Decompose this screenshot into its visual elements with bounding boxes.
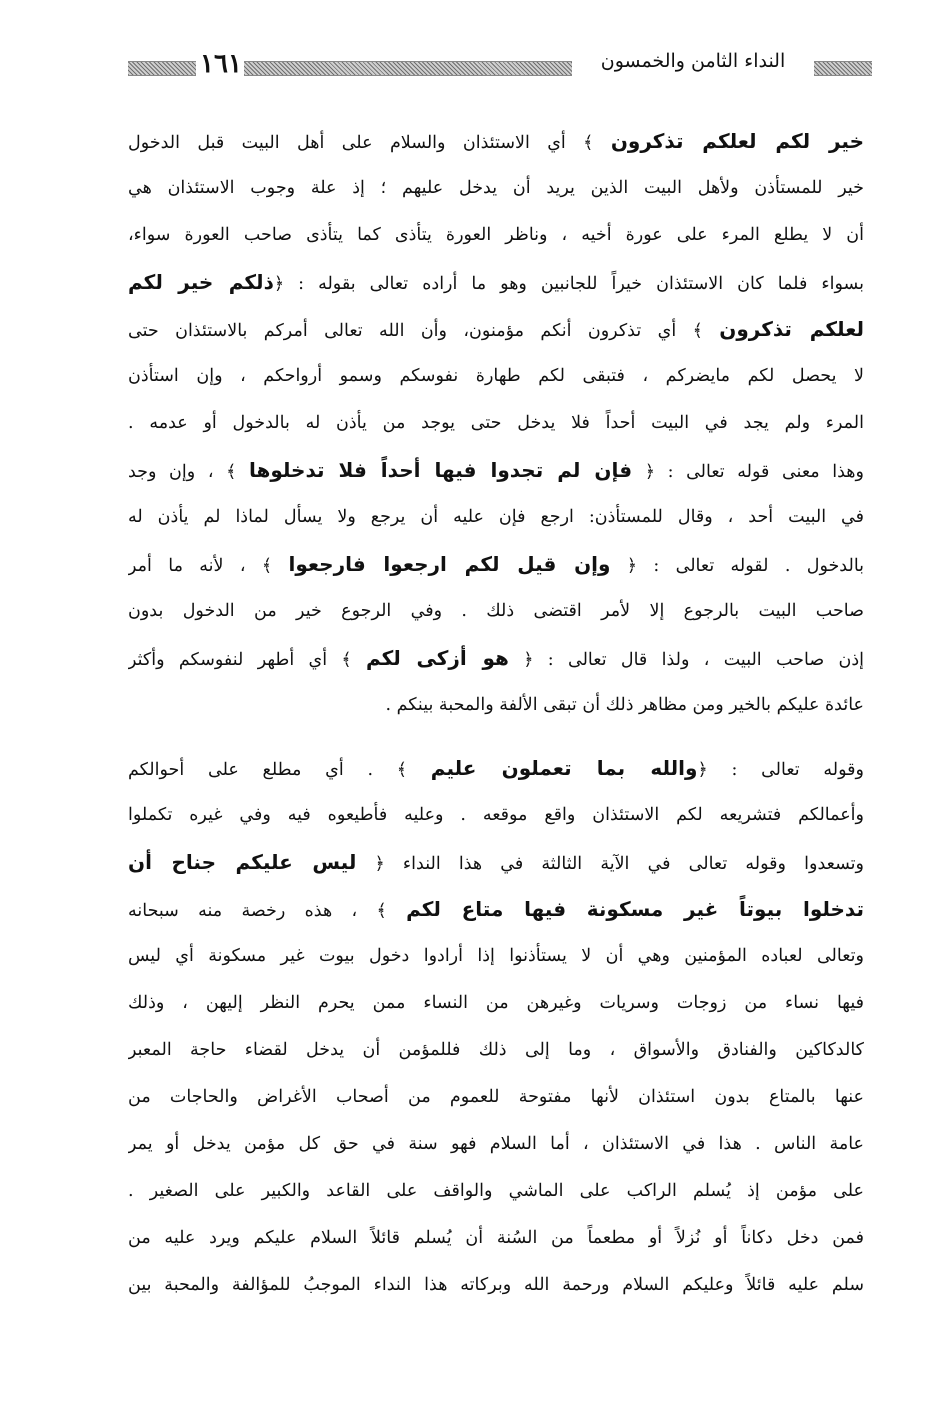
text-line: صاحب البيت بالرجوع إلا لأمر اقتضى ذلك . وفي الرجوع خير من الدخول بدون bbox=[128, 601, 864, 621]
text-line: المرء ولم يجد في البيت أحداً فلا يدخل حتى يوجد من يأذن له بالدخول أو عدمه . bbox=[128, 413, 864, 433]
text-line: إذن صاحب البيت ، ولذا قال تعالى : ﴿ هو أزكى لكم ﴾ أي أطهر لنفوسكم وأكثر bbox=[128, 646, 864, 670]
text-line: فمن دخل دكاناً أو نُزلاً أو مطعماً من السُنة أن يُسلم قائلاً السلام عليكم ويرد عليه من bbox=[128, 1228, 864, 1248]
text-line: خير للمستأذن ولأهل البيت الذين يريد أن يدخل عليهم ؛ إذ علة وجوب الاستئذان هي bbox=[128, 178, 864, 198]
text-line: لا يحصل لكم مايضركم ، فتبقى لكم طهارة نفوسكم وسمو أرواحكم ، وإن استأذن bbox=[128, 366, 864, 386]
text-line: وأعمالكم فتشريعه لكم الاستئذان واقع موقعه . وعليه فأطيعوه فيه وفي غيره تكملوا bbox=[128, 805, 864, 825]
text-line: أن لا يطلع المرء على عورة أخيه ، وناظر العورة يتأذى كما يتأذى صاحب العورة سواء، bbox=[128, 225, 864, 245]
text-line: في البيت أحد ، وقال للمستأذن: ارجع فإن عليه أن يرجع ولا يسأل لماذا لم يأذن له bbox=[128, 507, 864, 527]
header-ornament-left bbox=[128, 61, 196, 76]
text-line: وهذا معنى قوله تعالى : ﴿ فإن لم تجدوا فيها أحداً فلا تدخلوها ﴾ ، وإن وجد bbox=[128, 458, 864, 482]
text-line: كالدكاكين والفنادق والأسواق ، وما إلى ذلك فللمؤمن أن يدخل لقضاء حاجة المعبر bbox=[128, 1040, 864, 1060]
header-title: النداء الثامن والخمسون bbox=[600, 50, 786, 72]
text-line: على مؤمن إذ يُسلم الراكب على الماشي والواقف على القاعد والكبير على الصغير . bbox=[128, 1181, 864, 1201]
header-ornament-right bbox=[814, 61, 872, 76]
page-number: ١٦١ bbox=[200, 49, 242, 79]
text-line: سلم عليه قائلاً وعليكم السلام ورحمة الله وبركاته هذا النداء الموجبُ للمؤالفة والمحبة بين bbox=[128, 1275, 864, 1295]
text-line: عنها بالمتاع بدون استئذان لأنها مفتوحة للعموم من أصحاب الأغراض والحاجات من bbox=[128, 1087, 864, 1107]
header-ornament-middle bbox=[244, 61, 572, 76]
paragraph-gap bbox=[128, 729, 864, 745]
text-line: بسواء فلما كان الاستئذان خيراً للجانبين وهو ما أراده تعالى بقوله : ﴿ذلكم خير لكم bbox=[128, 270, 864, 294]
text-line: وتسعدوا وقوله تعالى في الآية الثالثة في هذا النداء ﴿ ليس عليكم جناح أن bbox=[128, 850, 864, 874]
text-line: وقوله تعالى : ﴿والله بما تعملون عليم ﴾ . أي مطلع على أحوالكم bbox=[128, 756, 864, 780]
text-line: خير لكم لعلكم تذكرون ﴾ أي الاستئذان والسلام على أهل البيت قبل الدخول bbox=[128, 129, 864, 153]
text-line: لعلكم تذكرون ﴾ أي تذكرون أنكم مؤمنون، وأن الله تعالى أمركم بالاستئذان حتى bbox=[128, 317, 864, 341]
running-header bbox=[128, 42, 872, 82]
body-text bbox=[128, 118, 864, 1309]
text-line: وتعالى لعباده المؤمنين وهي أن لا يستأذنوا إذا أرادوا دخول بيوت غير مسكونة أي ليس bbox=[128, 946, 864, 966]
text-line: عائدة عليكم بالخير ومن مظاهر ذلك أن تبقى الألفة والمحبة بينكم . bbox=[385, 695, 864, 715]
text-line: تدخلوا بيوتاً غير مسكونة فيها متاع لكم ﴾ ، هذه رخصة منه سبحانه bbox=[128, 897, 864, 921]
text-line: فيها نساء من زوجات وسريات وغيرهن من النساء ممن يحرم النظر إليهن ، وذلك bbox=[128, 993, 864, 1013]
text-line: بالدخول . لقوله تعالى : ﴿ وإن قيل لكم ارجعوا فارجعوا ﴾ ، لأنه ما أمر bbox=[128, 552, 864, 576]
text-line: عامة الناس . هذا في الاستئذان ، أما السلام فهو سنة في حق كل مؤمن يدخل أو يمر bbox=[128, 1134, 864, 1154]
